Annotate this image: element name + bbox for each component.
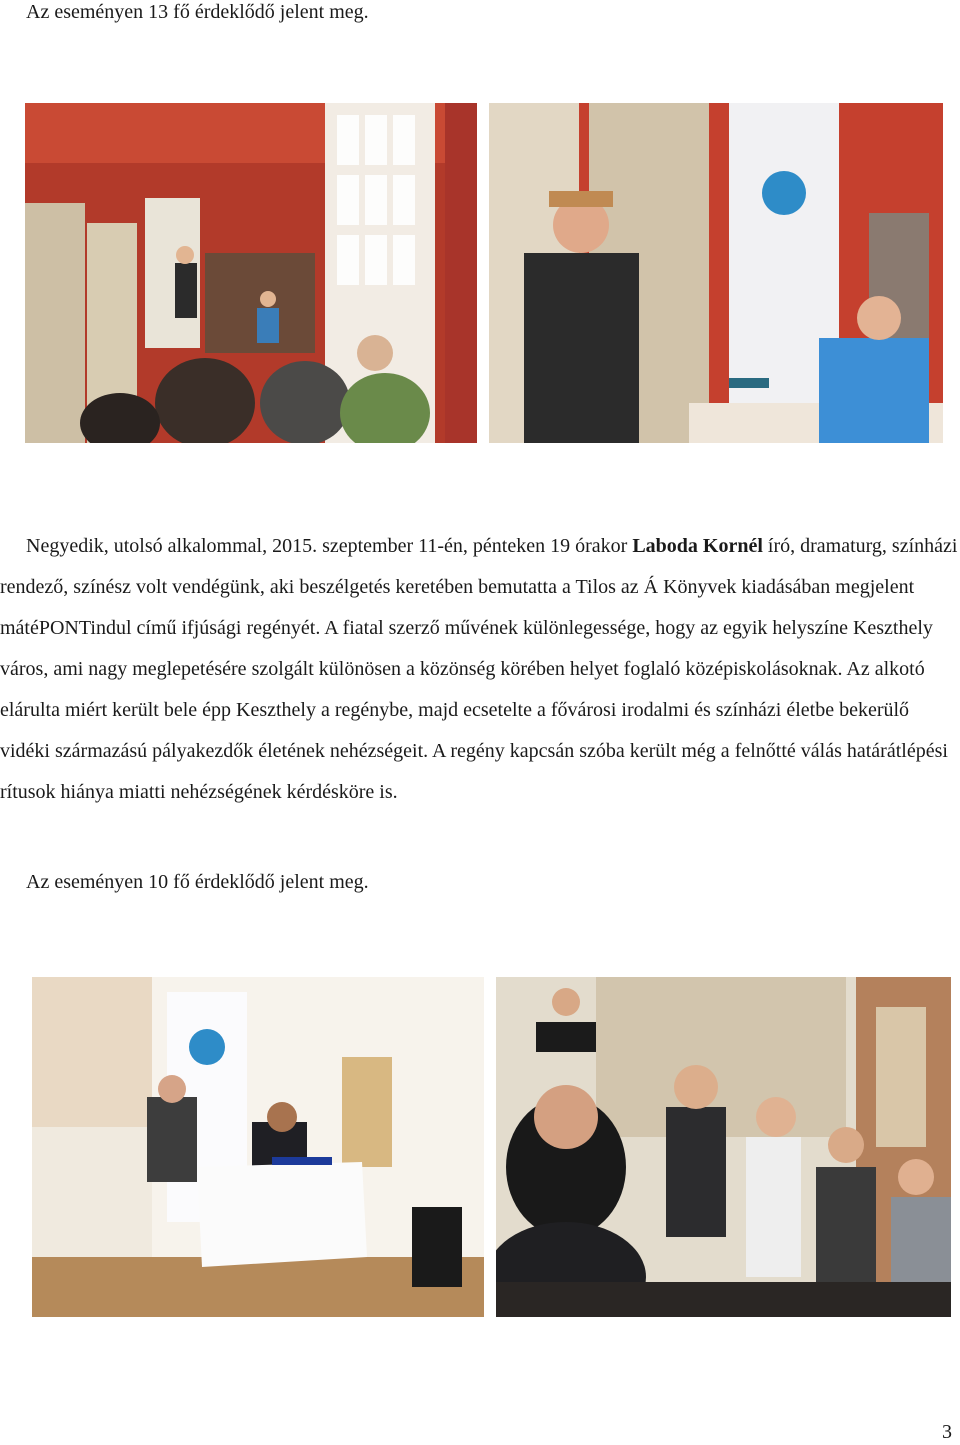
page-number: 3 — [942, 1421, 952, 1443]
author-name: Laboda Kornél — [632, 535, 763, 557]
paragraph-text-part2: író, dramaturg, színházi rendező, színész volt vendégünk, aki beszélgetés keretében bemutatta a Tilos az Á Könyvek kiadásában megjelent mátéPONTindul című ifjúsági regényét. A fiatal szerző művének különlegessége, hogy az egyik helyszíne Keszthely város, ami nagy meglepetésére szolgált különösen a közönség körében helyet foglaló középiskolásoknak. Az alkotó elárulta miért került bele épp Keszthely a regénybe, majd ecsetelte a fővárosi irodalmi és színházi életbe bekerülő vidéki származású pályakezdők életének nehézségeit. A regény kapcsán szóba került még a felnőtté válás határátlépési rítusok hiánya miatti nehézségének kérdésköre is. — [0, 535, 958, 803]
photo-event-audience-room — [25, 103, 477, 443]
paragraph-text-part1: Negyedik, utolsó alkalommal, 2015. szeptember 11-én, pénteken 19 órakor — [26, 535, 633, 557]
attendance-note-2: Az eseményen 10 fő érdeklődő jelent meg. — [26, 871, 369, 893]
attendance-note-1: Az eseményen 13 fő érdeklődő jelent meg. — [26, 1, 369, 23]
photo-student-audience — [496, 977, 951, 1317]
event-description-paragraph — [0, 526, 958, 813]
photo-interview-table — [32, 977, 484, 1317]
photo-speakers-banner — [489, 103, 943, 443]
